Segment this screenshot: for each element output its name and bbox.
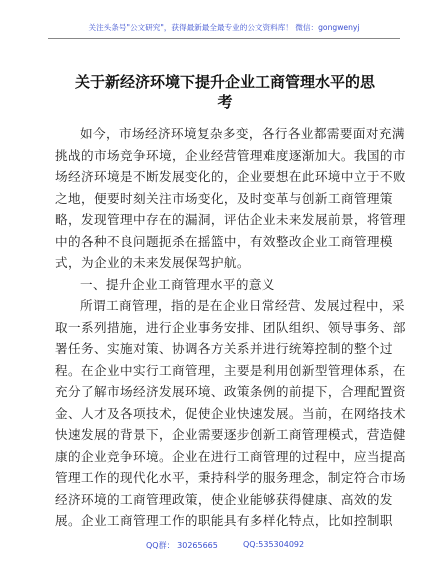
paragraph-line: 取一系列措施，进行企业事务安排、团队组织、领导事务、部: [55, 319, 406, 335]
paragraph-line: 挑战的市场竞争环境，企业经营管理难度逐渐加大。我国的市: [55, 147, 406, 163]
title-line-1: 关于新经济环境下提升企业工商管理水平的思: [74, 73, 375, 91]
footer-qq-group: QQ群： 30265665: [146, 541, 218, 550]
paragraph-line: 管理工作的现代化水平，秉持科学的服务理念，制定符合市场: [55, 470, 406, 485]
paragraph-line: 场经济环境是不断发展变化的，企业要想在此环境中立于不败: [55, 169, 406, 184]
document-body: [55, 123, 406, 532]
paragraph-line: 署任务、实施对策、协调各方关系并进行统筹控制的整个过: [55, 341, 393, 356]
paragraph-line: 之地，便要时刻关注市场变化，及时变革与创新工商管理策: [55, 190, 393, 206]
paragraph-line: 展。企业工商管理工作的职能具有多样化特点，比如控制职: [55, 513, 393, 528]
paragraph-line: 金、人才及各项技术，促使企业快速发展。当前，在网络技术: [55, 405, 406, 421]
paragraph-line: 经济环境的工商管理政策，使企业能够获得健康、高效的发: [55, 491, 393, 507]
header-banner: 关注头条号"公文研究"，获得最新最全最专业的公文资料库！ 微信：gongwenyj: [88, 23, 360, 32]
title-line-2: 考: [217, 93, 233, 111]
paragraph-line: 康的企业竞争环境。企业在进行工商管理的过程中，应当提高: [55, 448, 406, 464]
paragraph-line: 中的各种不良问题扼杀在摇篮中，有效整改企业工商管理模: [55, 233, 393, 249]
paragraph-line: 所谓工商管理，指的是在企业日常经营、发展过程中，采: [80, 298, 405, 313]
footer-qq-number: QQ:535304092: [243, 540, 305, 549]
document-title: [60, 72, 390, 112]
header-divider: [48, 38, 400, 39]
paragraph-line: 快速发展的背景下，企业需要逐步创新工商管理模式，营造健: [55, 427, 406, 442]
paragraph-line: 程。在企业中实行工商管理，主要是利用创新型管理体系，在: [55, 362, 406, 378]
paragraph-line: 如今，市场经济环境复杂多变，各行各业都需要面对充满: [80, 126, 405, 141]
section-heading: 一、提升企业工商管理水平的意义: [80, 276, 275, 292]
paragraph-line: 式，为企业的未来发展保驾护航。: [55, 255, 250, 270]
paragraph-line: 充分了解市场经济发展环境、政策条例的前提下，合理配置资: [55, 384, 406, 399]
paragraph-line: 略，发现管理中存在的漏洞，评估企业未来发展前景，将管理: [55, 212, 406, 227]
